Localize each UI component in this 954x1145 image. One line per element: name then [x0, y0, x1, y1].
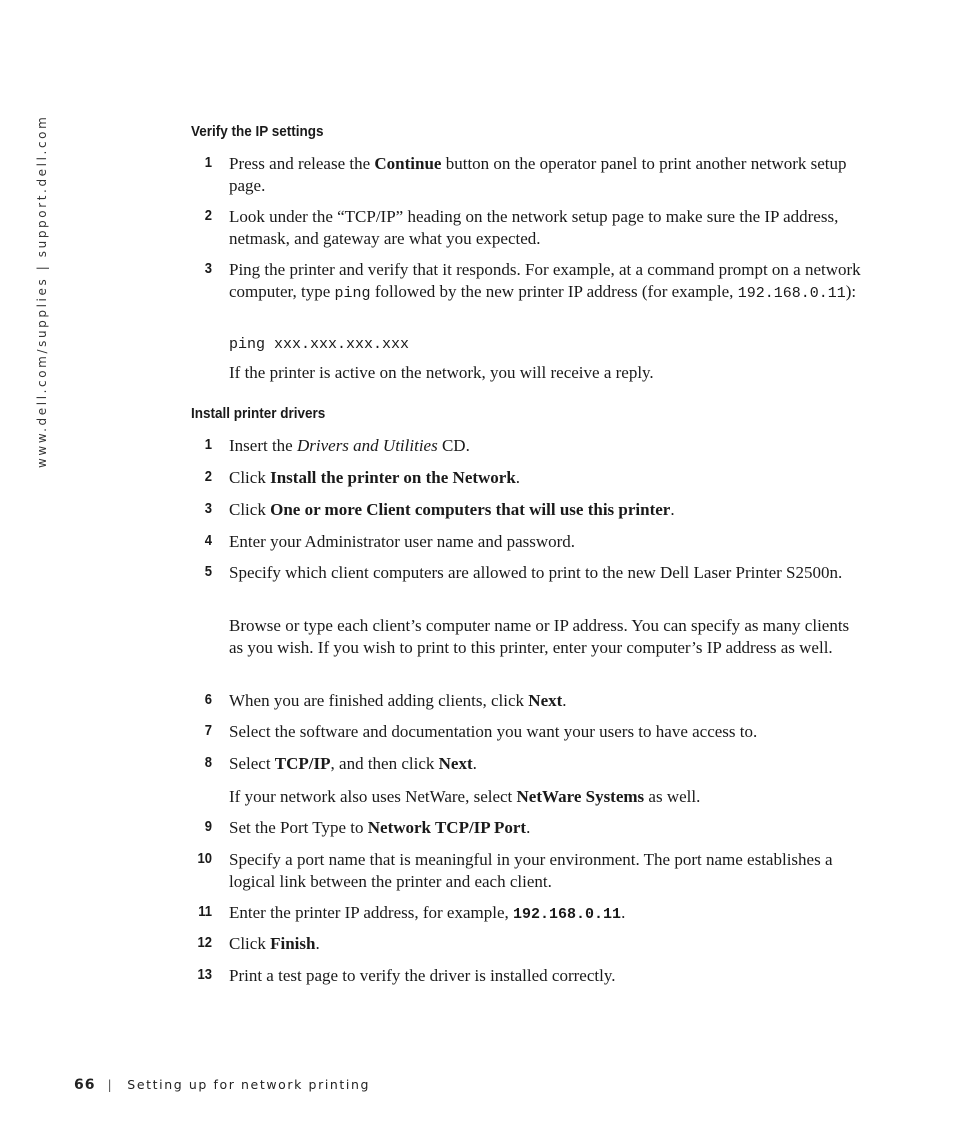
heading-install-drivers: Install printer drivers — [191, 405, 326, 422]
footer-separator: | — [107, 1077, 114, 1092]
step-text: Click Install the printer on the Network. — [229, 468, 521, 487]
step-number: 2 — [204, 469, 212, 485]
step-number: 10 — [197, 851, 212, 867]
side-url-text: www.dell.com/supplies | support.dell.com — [35, 114, 49, 468]
step-text: Enter your Administrator user name and password. — [229, 532, 576, 551]
chapter-title: Setting up for network printing — [127, 1077, 371, 1092]
step-number: 2 — [204, 208, 212, 224]
step-text: Set the Port Type to Network TCP/IP Port. — [229, 818, 531, 837]
step-number: 1 — [204, 155, 212, 171]
step-text: Print a test page to verify the driver is installed correctly. — [229, 966, 616, 985]
step-number: 6 — [204, 692, 212, 708]
step-text: Press and release the Continue button on the operator panel to print another network setup page. — [229, 154, 847, 195]
step-number: 4 — [204, 533, 212, 549]
step-note: Browse or type each client’s computer name or IP address. You can specify as many clients as you wish. If you wish to print to this printer, enter your computer’s IP address as well. — [229, 616, 850, 657]
step-text: Select TCP/IP, and then click Next. — [229, 754, 477, 773]
step-number: 9 — [204, 819, 212, 835]
step-number: 8 — [204, 755, 212, 771]
page-footer — [74, 1077, 370, 1093]
step-text: Insert the Drivers and Utilities CD. — [229, 436, 470, 455]
step-text: When you are finished adding clients, click Next. — [229, 691, 567, 710]
step-text: Click One or more Client computers that will use this printer. — [229, 500, 675, 519]
step-number: 12 — [197, 935, 212, 951]
step-number: 1 — [204, 437, 212, 453]
step-text: Click Finish. — [229, 934, 320, 953]
step-text: Enter the printer IP address, for example, 192.168.0.11. — [229, 903, 626, 923]
step-text: Specify a port name that is meaningful in your environment. The port name establishes a logical link between the printer and each client. — [229, 850, 833, 891]
heading-verify-ip: Verify the IP settings — [191, 123, 324, 140]
step-text: Look under the “TCP/IP” heading on the network setup page to make sure the IP address, netmask, and gateway are what you expected. — [229, 207, 839, 248]
ping-note: If the printer is active on the network, you will receive a reply. — [229, 363, 654, 382]
step-text: Ping the printer and verify that it responds. For example, at a command prompt on a network computer, type ping followed by the new printer IP address (for example, 192.168.0.11): — [229, 260, 861, 302]
step-text: Specify which client computers are allowed to print to the new Dell Laser Printer S2500n. — [229, 563, 843, 582]
step-number: 11 — [198, 904, 212, 920]
ping-command: ping xxx.xxx.xxx.xxx — [229, 336, 410, 353]
step-number: 7 — [204, 723, 212, 739]
step-note: If your network also uses NetWare, select NetWare Systems as well. — [229, 787, 701, 806]
page-number: 66 — [74, 1077, 96, 1093]
step-number: 5 — [204, 564, 212, 580]
step-number: 3 — [204, 261, 212, 277]
step-number: 3 — [204, 501, 212, 517]
step-text: Select the software and documentation you want your users to have access to. — [229, 722, 758, 741]
step-number: 13 — [197, 967, 212, 983]
